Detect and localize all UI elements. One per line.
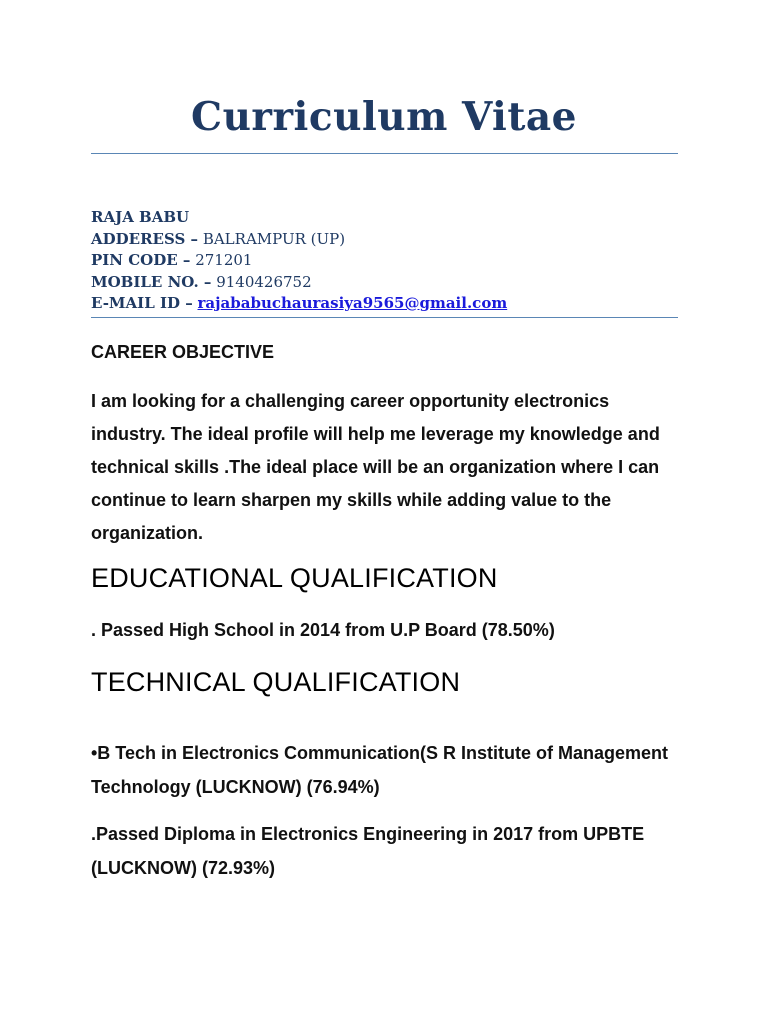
technical-item: .Passed Diploma in Electronics Engineering in 2017 from UPBTE (LUCKNOW) (72.93%)	[91, 824, 645, 878]
mobile-label: MOBILE NO. –	[91, 272, 212, 291]
contact-address-line	[91, 229, 507, 251]
contact-name: RAJA BABU	[91, 208, 190, 226]
email-label: E-MAIL ID –	[91, 294, 193, 312]
technical-item: •B Tech in Electronics Communication(S R Institute of Management Technology (LUCKNOW) (76.94%)	[91, 743, 669, 797]
contact-mobile-line	[91, 272, 507, 294]
pin-value: 271201	[195, 251, 253, 269]
education-item: . Passed High School in 2014 from U.P Board (78.50%)	[91, 620, 555, 640]
document-title: Curriculum Vitae	[191, 94, 577, 140]
contact-block	[91, 207, 507, 315]
address-value: BALRAMPUR (UP)	[202, 229, 346, 248]
technical-heading: TECHNICAL QUALIFICATION	[91, 667, 461, 697]
education-heading: EDUCATIONAL QUALIFICATION	[91, 563, 498, 593]
title-divider	[91, 153, 678, 154]
career-objective-heading: CAREER OBJECTIVE	[91, 342, 275, 362]
contact-email-line	[91, 293, 507, 315]
contact-divider	[91, 317, 678, 318]
address-label: ADDERESS –	[91, 229, 199, 248]
mobile-value: 9140426752	[216, 272, 312, 291]
email-link[interactable]: rajababuchaurasiya9565@gmail.com	[197, 294, 508, 312]
contact-name-line	[91, 207, 507, 229]
career-objective-paragraph: I am looking for a challenging career opportunity electronics industry. The ideal profile will help me leverage my knowledge and technical skills .The ideal place will be an organization where I can continue to learn sharpen my skills while adding value to the organization.	[91, 391, 660, 543]
contact-pin-line	[91, 250, 507, 272]
pin-label: PIN CODE –	[91, 251, 191, 269]
